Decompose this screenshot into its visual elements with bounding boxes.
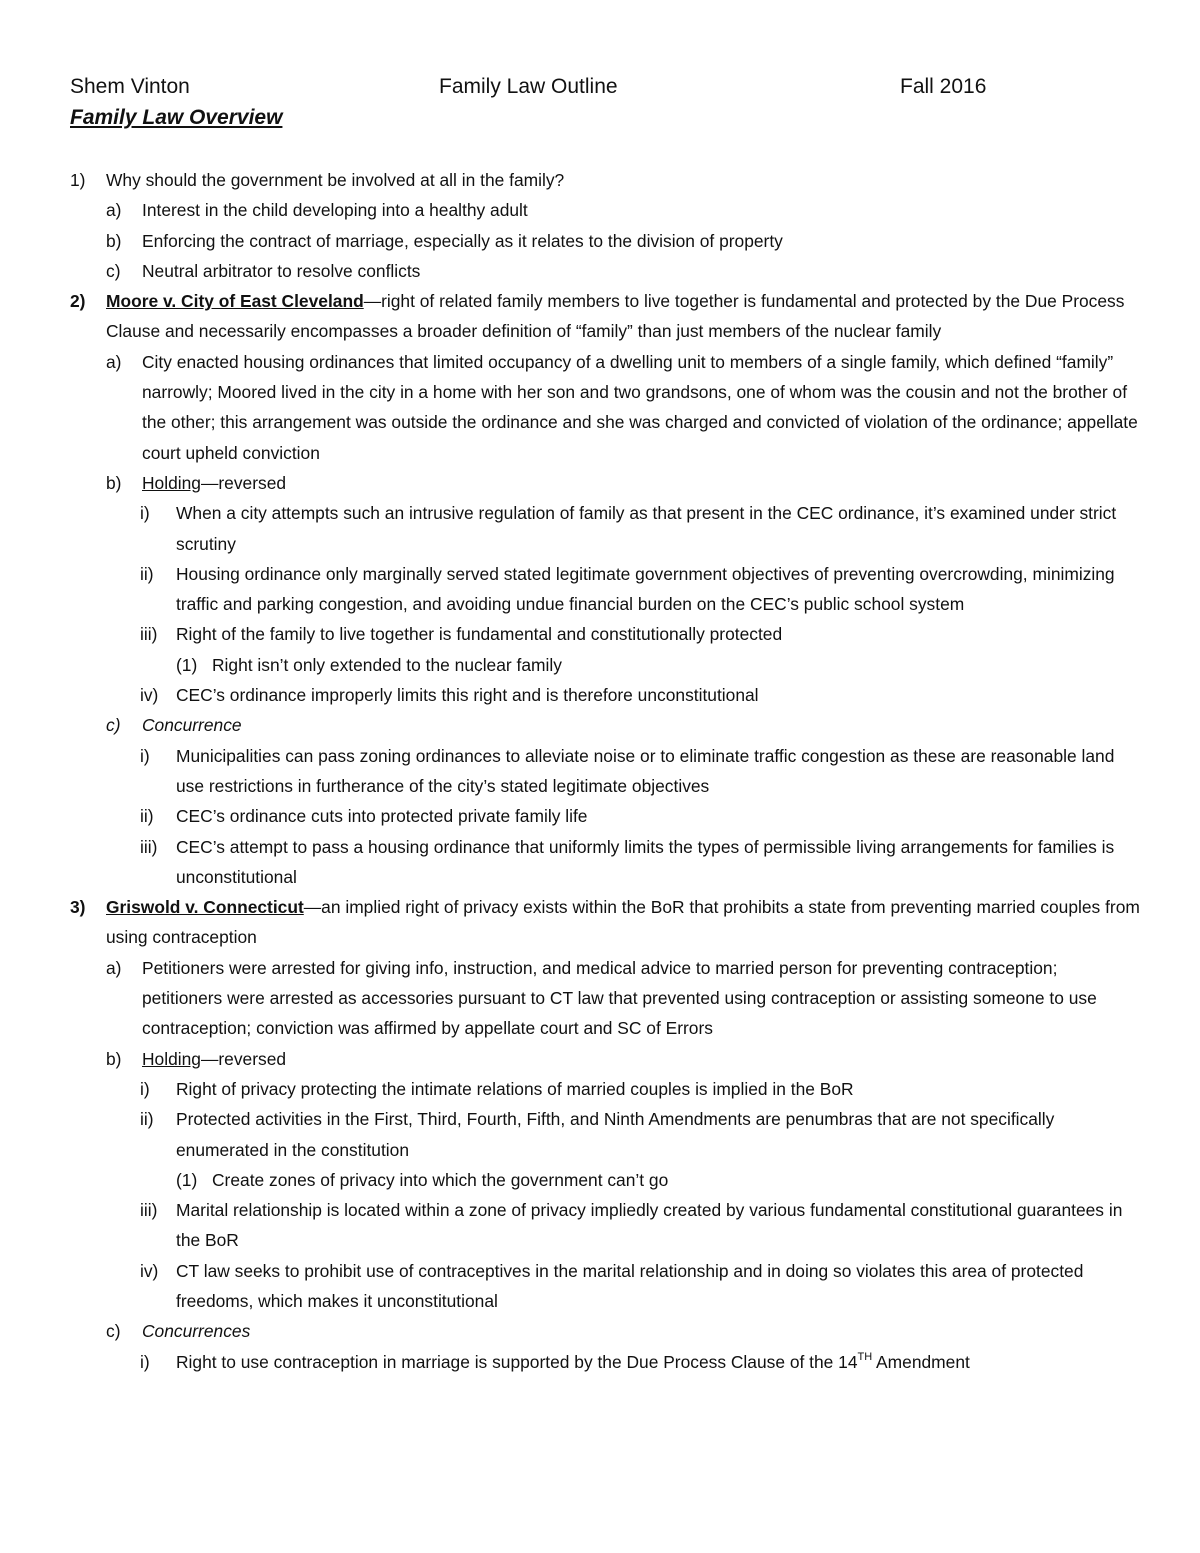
item-text: CEC’s attempt to pass a housing ordinance that uniformly limits the types of permissible living arrangements for families is unconstitutional: [176, 836, 1115, 887]
item-marker: (1): [176, 654, 198, 675]
holding-label: Holding: [142, 1048, 201, 1069]
item-text: CEC’s ordinance improperly limits this right and is therefore unconstitutional: [176, 685, 759, 706]
item-marker: b): [106, 230, 122, 251]
outline-item: [70, 347, 1140, 468]
page-header: [70, 72, 1130, 102]
outline-item: [70, 165, 1140, 195]
outline-item: [70, 1074, 1140, 1104]
outline-item: [70, 650, 1140, 680]
item-marker: ii): [140, 563, 154, 584]
outline-item: [70, 801, 1140, 831]
item-marker: c): [106, 260, 121, 281]
item-text: City enacted housing ordinances that limited occupancy of a dwelling unit to members of a single family, which defined “family” narrowly; Moored lived in the city in a home with her son and two grandsons, one of whom was the cousin and not the brother of the other; this arrangement was outside the ordinance and she was charged and convicted of violation of the ordinance; appellate court upheld conviction: [142, 351, 1138, 463]
concurrence-label: Concurrence: [142, 715, 242, 736]
item-text: Marital relationship is located within a zone of privacy impliedly created by various fundamental constitutional guarantees in the BoR: [176, 1200, 1123, 1251]
outline-item: [70, 680, 1140, 710]
item-text-tail: Amendment: [872, 1351, 970, 1372]
term: Fall 2016: [900, 75, 987, 98]
item-text: Why should the government be involved at all in the family?: [106, 170, 565, 190]
item-marker: 2): [70, 291, 86, 312]
item-marker: c): [106, 715, 121, 736]
author-name: Shem Vinton: [70, 75, 190, 98]
item-text: Petitioners were arrested for giving info, instruction, and medical advice to married person for preventing contraception; petitioners were arrested as accessories pursuant to CT law that prevented using contraception or assisting someone to use contraception; conviction was affirmed by appellate court and SC of Errors: [142, 957, 1097, 1039]
item-text: Protected activities in the First, Third, Fourth, Fifth, and Ninth Amendments are penumbras that are not specifically enumerated in the constitution: [176, 1109, 1055, 1160]
item-marker: i): [140, 1351, 150, 1372]
superscript: TH: [857, 1350, 873, 1363]
item-text: CT law seeks to prohibit use of contraceptives in the marital relationship and in doing so violates this area of protected freedoms, which makes it unconstitutional: [176, 1260, 1084, 1311]
outline-item: [70, 953, 1140, 1044]
item-marker: a): [106, 351, 122, 372]
outline-item: [70, 498, 1140, 559]
case-name: Moore v. City of East Cleveland: [106, 291, 364, 312]
item-text: Neutral arbitrator to resolve conflicts: [142, 260, 421, 281]
outline-item: [70, 1195, 1140, 1256]
item-text: Right isn’t only extended to the nuclear family: [212, 654, 562, 675]
item-marker: ii): [140, 1109, 154, 1130]
document-title: Family Law Outline: [439, 75, 618, 98]
item-marker: iii): [140, 624, 158, 645]
outline-item: [70, 710, 1140, 740]
outline-item: [70, 256, 1140, 286]
holding-text: —reversed: [200, 472, 287, 493]
item-marker: b): [106, 1048, 122, 1069]
item-text: Housing ordinance only marginally served stated legitimate government objectives of preventing overcrowding, minimizing traffic and parking congestion, and avoiding undue financial burden on the CEC’s public school system: [176, 563, 1115, 615]
section-title: Family Law Overview: [70, 106, 283, 129]
item-text: Right of the family to live together is fundamental and constitutionally protected: [176, 624, 783, 645]
outline-item: [70, 892, 1140, 953]
outline-item: [70, 832, 1140, 893]
item-text: Interest in the child developing into a healthy adult: [142, 200, 528, 221]
holding-text: —reversed: [200, 1048, 287, 1069]
item-marker: 3): [70, 897, 86, 918]
holding-label: Holding: [142, 472, 201, 493]
item-marker: c): [106, 1321, 121, 1342]
item-text: Right of privacy protecting the intimate relations of married couples is implied in the BoR: [176, 1078, 854, 1099]
item-marker: i): [140, 503, 150, 524]
concurrence-label: Concurrences: [142, 1321, 251, 1342]
item-marker: b): [106, 472, 122, 493]
item-text: When a city attempts such an intrusive regulation of family as that present in the CEC ordinance, it’s examined under strict scrutiny: [176, 503, 1117, 554]
case-name: Griswold v. Connecticut: [106, 897, 304, 918]
item-text: Municipalities can pass zoning ordinances to alleviate noise or to eliminate traffic congestion as these are reasonable land use restrictions in furtherance of the city’s stated legitimate objectives: [176, 745, 1115, 796]
item-marker: iv): [140, 1260, 159, 1281]
case-rule: —an implied right of privacy exists within the BoR that prohibits a state from preventing married couples from using contraception: [106, 897, 1140, 948]
item-marker: a): [106, 200, 122, 221]
outline-item: [70, 1044, 1140, 1074]
item-marker: i): [140, 1078, 150, 1099]
outline-item: [70, 1104, 1140, 1165]
outline-item: [70, 195, 1140, 225]
item-marker: a): [106, 957, 122, 978]
item-marker: 1): [70, 170, 86, 190]
outline-item: [70, 468, 1140, 498]
outline-item: [70, 559, 1140, 620]
item-marker: (1): [176, 1169, 198, 1190]
outline-item: [70, 1316, 1140, 1346]
item-marker: i): [140, 745, 150, 766]
item-text: Create zones of privacy into which the government can’t go: [212, 1169, 669, 1190]
outline-list: [70, 165, 1140, 1377]
outline-item: [70, 1347, 1140, 1377]
item-marker: ii): [140, 806, 154, 827]
item-marker: iv): [140, 685, 159, 706]
item-text: Enforcing the contract of marriage, especially as it relates to the division of property: [142, 230, 783, 251]
item-text: Right to use contraception in marriage is supported by the Due Process Clause of the 14: [176, 1351, 858, 1372]
item-text: CEC’s ordinance cuts into protected private family life: [176, 806, 588, 827]
outline-item: [70, 226, 1140, 256]
outline-item: [70, 1256, 1140, 1317]
item-marker: iii): [140, 1200, 158, 1221]
outline-item: [70, 741, 1140, 802]
item-marker: iii): [140, 836, 158, 857]
case-rule: —right of related family members to live together is fundamental and protected by the Due Process Clause and necessarily encompasses a broader definition of “family” than just members of the nuclear family: [106, 291, 1125, 342]
outline-item: [70, 1165, 1140, 1195]
outline-item: [70, 619, 1140, 649]
outline-item: [70, 286, 1140, 347]
